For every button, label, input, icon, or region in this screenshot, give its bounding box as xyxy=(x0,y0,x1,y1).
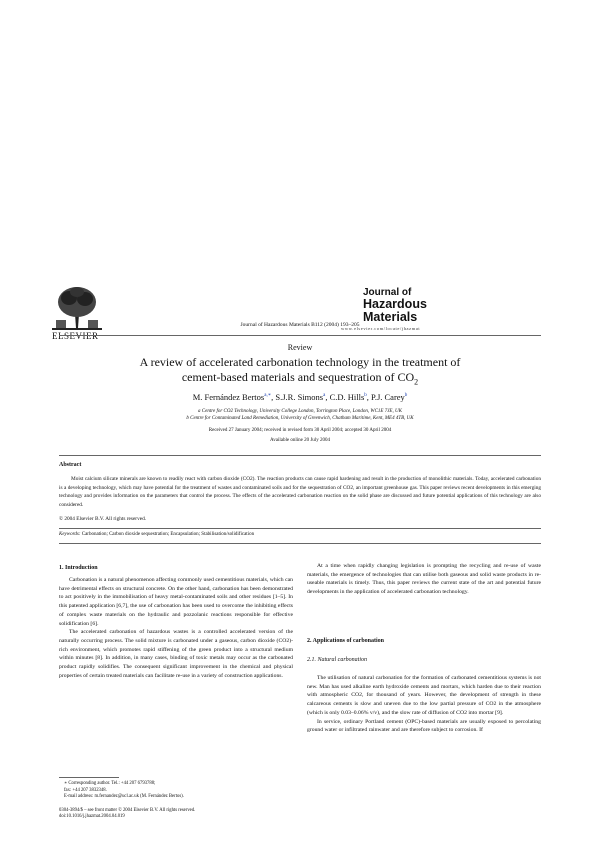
publisher-name: ELSEVIER xyxy=(52,331,99,341)
title-subscript: 2 xyxy=(414,377,419,387)
author-name: C.D. Hills xyxy=(329,392,365,402)
journal-url[interactable]: www.elsevier.com/locate/jhazmat xyxy=(341,326,421,331)
section-heading: 1. Introduction xyxy=(59,565,98,571)
abstract-copyright: © 2004 Elsevier B.V. All rights reserved. xyxy=(59,516,147,522)
keywords xyxy=(59,532,541,537)
left-column-text xyxy=(59,576,293,680)
abstract-text: Moist calcium silicate minerals are known to readily react with carbon dioxide (CO2). The reaction products can cause rapid hardening and result in the production of monolithic materials. Today, accelerated carbonation is a developing technology, which may have potential for the treatment of wastes and contaminated soils and for the sequestration of CO2, an important greenhouse gas. This paper reviews recent developments in this emerging technology and provides information on the parameters that control the process. The effects of the accelerated carbonation reaction on the solid phase are discussed and future potential applications of this technology are also considered. xyxy=(59,476,541,508)
author-name: M. Fernández Bertos xyxy=(192,392,265,402)
journal-logo-line: Journal of xyxy=(363,287,412,298)
right-column-intro xyxy=(307,562,541,597)
title-line-1: A review of accelerated carbonation technology in the treatment of xyxy=(139,355,461,369)
received-dates: Received 27 January 2004; received in revised form 30 April 2004; accepted 30 April 2004 xyxy=(208,428,392,433)
article-title xyxy=(60,355,540,389)
paragraph: The accelerated carbonation of hazardous wastes is a controlled accelerated version of the naturally occurring process. The solid mixture is carbonated under a gaseous, carbon dioxide (CO2)-rich environment, which promotes rapid stiffening of the green product into a structural medium within minutes [8]. In addition, in many cases, binding of toxic metals may occur as the carbonated product rapidly solidifies. The consequent significant improvement in the chemical and physical properties of certain treated materials can facilitate re-use in a variety of construction applications. xyxy=(59,629,293,679)
journal-citation: Journal of Hazardous Materials B112 (2004) 193–205 xyxy=(240,322,360,328)
footnote-email: E-mail address: m.fernandez@ucl.ac.uk (M. Fernández Bertos). xyxy=(64,794,184,799)
article-type: Review xyxy=(287,343,313,352)
journal-logo-line: Hazardous xyxy=(363,297,427,311)
abstract-heading: Abstract xyxy=(59,462,82,468)
header-rule xyxy=(59,335,541,336)
doi-line[interactable]: doi:10.1016/j.jhazmat.2004.04.019 xyxy=(59,814,125,820)
paragraph: In service, ordinary Portland cement (OPC)-based materials are usually exposed to percolating ground water or infiltrated rainwater and are therefore subject to corrosion. If xyxy=(307,718,541,734)
section-heading: 2. Applications of carbonation xyxy=(307,638,385,644)
keywords-list: Carbonation; Carbon dioxide sequestration; Encapsulation; Stabilisation/solidification xyxy=(81,532,255,537)
author-name: S.J.R. Simons xyxy=(275,392,324,402)
footnotes xyxy=(64,781,294,801)
footnote-line: fax: +44 207 3832348. xyxy=(64,787,107,793)
title-line-2: cement-based materials and sequestration of CO xyxy=(181,370,415,384)
footnote-rule xyxy=(59,777,119,778)
keywords-rule-bottom xyxy=(59,543,541,544)
abstract-body xyxy=(59,475,541,509)
paragraph: Carbonation is a natural phenomenon affecting commonly used cementitious materials, which can have detrimental effects on structural concrete. On the other hand, carbonation has been demonstrated to act positively in the immobilisation of heavy metal-contaminated soils and other residues [1–5]. In this patented application [6,7], the use of carbonation has been used to overcome the inhibiting effects of complex waste materials on the hydraulic and pozzolanic reactions responsible for effective solidification [6]. xyxy=(59,577,293,627)
author-affiliation-mark[interactable]: b xyxy=(364,393,367,399)
affiliation: b Centre for Contaminated Land Remediation, University of Greenwich, Chatham Maritime, Kent, ME4 4TB, UK xyxy=(186,416,414,421)
abstract-rule-top xyxy=(59,455,541,456)
paragraph: At a time when rapidly changing legislation is prompting the recycling and re-use of waste materials, the emergence of technologies that can utilise both gaseous and solid waste products in re-useable materials is timely. Thus, this paper reviews the current state of the art and potential future developments in the application of accelerated carbonation technology. xyxy=(307,563,541,596)
journal-logo-line: Materials xyxy=(363,309,418,324)
subsection-heading: 2.1. Natural carbonation xyxy=(307,657,368,663)
right-column-text xyxy=(307,674,541,735)
paragraph: The utilisation of natural carbonation for the formation of carbonated cementitious systems is not new. Man has used alkaline earth hydroxide cements and mortars, which harden due to their reaction with atmospheric CO2, for thousand of years. However, the development of strength in these calcareous cements is slow and uneven due to the low partial pressure of CO2 in the atmosphere (which is only 0.03–0.06% v/v), and the slow rate of diffusion of CO2 into mortar [9]. xyxy=(307,675,541,716)
available-online: Available online 20 July 2004 xyxy=(270,438,330,443)
front-matter xyxy=(59,808,299,821)
keywords-rule-top xyxy=(59,528,541,529)
author-name: P.J. Carey xyxy=(371,392,405,402)
author-affiliation-mark[interactable]: b xyxy=(404,393,408,399)
keywords-label: Keywords: xyxy=(59,532,81,537)
issn-line: 0304-3894/$ – see front matter © 2004 Elsevier B.V. All rights reserved. xyxy=(59,808,196,813)
journal-logo xyxy=(363,288,473,323)
footnote-line: ∗ Corresponding author. Tel.: +44 207 6793788; xyxy=(64,781,156,786)
author-list: M. Fernández Bertos$^{a,∗}$, S.J.R. Simons$^a$, C.D. Hills$^b$, P.J. Carey$^b$ xyxy=(192,392,408,402)
affiliation: a Centre for CO2 Technology, University College London, Torrington Place, London, WC1E 7JE, UK xyxy=(198,409,402,414)
author-affiliation-mark[interactable]: a,∗ xyxy=(264,393,272,399)
author-affiliation-mark[interactable]: a xyxy=(323,393,326,399)
elsevier-logo xyxy=(52,284,102,332)
